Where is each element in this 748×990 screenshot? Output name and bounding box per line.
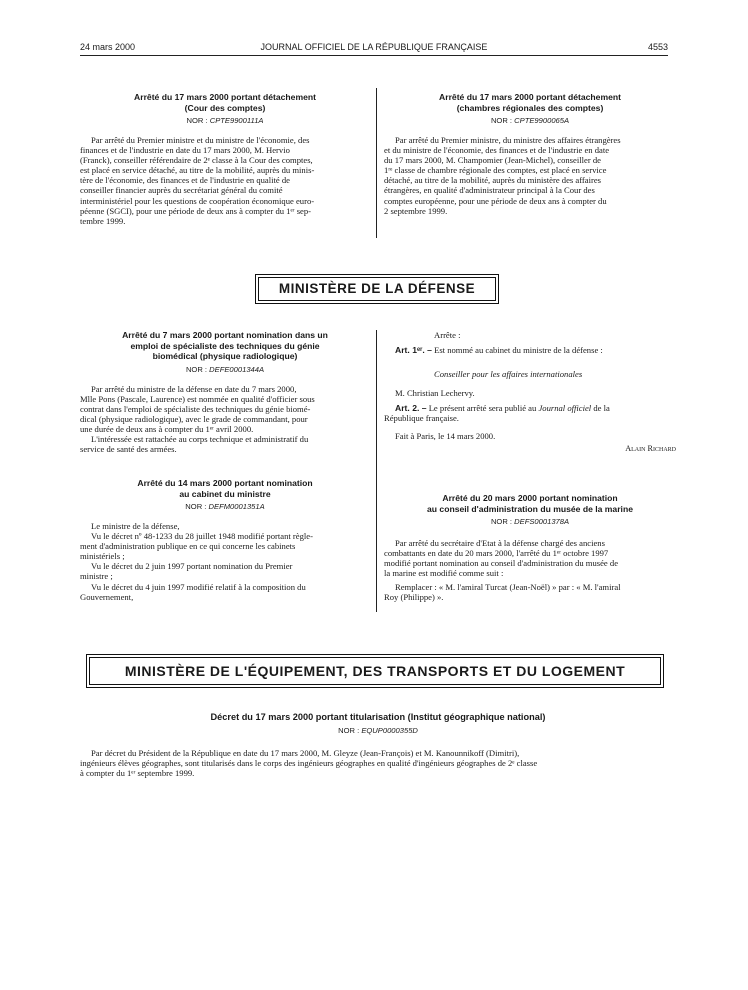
role-title: Conseiller pour les affaires internationales (434, 369, 583, 380)
body-line: Remplacer : « M. l'amiral Turcat (Jean-Noël) » par : « M. l'amiral (395, 582, 621, 593)
body-line: conseiller financier auprès du secrétariat général du comité (80, 185, 283, 196)
article-body (384, 538, 676, 603)
header-date: 24 mars 2000 (80, 42, 136, 52)
article-subtitle: (chambres régionales des comptes) (456, 102, 604, 113)
nor-code: DEFM0001351A (208, 502, 265, 511)
body-line: Vu le décret nº 48-1233 du 28 juillet 1948 modifié portant règle- (91, 531, 313, 542)
arrete-word: Arrête : (434, 330, 461, 340)
page-number: 4553 (647, 42, 668, 52)
article-title-line2: emploi de spécialiste des techniques du génie (130, 340, 320, 351)
body-line: Vu le décret du 4 juin 1997 modifié relatif à la composition du (91, 581, 306, 592)
article-subtitle: au cabinet du ministre (179, 488, 271, 499)
article-title: Arrêté du 7 mars 2000 portant nomination dans un (122, 330, 328, 340)
body-line: ment d'administration publique en ce qui concerne les cabinets (80, 541, 296, 552)
nor-line (384, 517, 676, 526)
article-2 (384, 403, 676, 413)
ministry-equipement-heading: MINISTÈRE DE L'ÉQUIPEMENT, DES TRANSPORTS ET DU LOGEMENT (89, 657, 661, 685)
article-2-label: Art. 2. – (395, 403, 427, 414)
article-2-line2: République française. (384, 413, 459, 424)
header-rule (80, 55, 668, 56)
body-line: finances et de l'industrie en date du 17 mars 2000, M. Hervio (80, 145, 290, 156)
nor-prefix: NOR : (490, 116, 513, 125)
article-1-label: Art. 1ᵉʳ. – (395, 345, 432, 356)
body-line: une durée de deux ans à compter du 1ᵉʳ avril 2000. (80, 423, 254, 434)
article-title: Décret du 17 mars 2000 portant titularisation (Institut géographique national) (210, 712, 546, 722)
body-line: Par décret du Président de la République en date du 17 mars 2000, M. Gleyze (Jean-François) et M. Kanounnikoff (Dimitri), (91, 747, 520, 758)
ministry-defense-heading: MINISTÈRE DE LA DÉFENSE (258, 277, 496, 301)
body-line: est placé en service détaché, au titre de la mobilité, auprès du minis- (80, 165, 315, 176)
article-title: Arrêté du 20 mars 2000 portant nomination (442, 493, 618, 503)
article-title: Arrêté du 17 mars 2000 portant détachement (134, 92, 316, 102)
article-nomination-cabinet (80, 478, 370, 602)
article-title: Arrêté du 14 mars 2000 portant nomination (137, 478, 313, 488)
body-line: Le ministre de la défense, (91, 521, 180, 531)
appointee-name: M. Christian Lechervy. (395, 388, 475, 399)
nor-line (80, 116, 370, 125)
body-line: Roy (Philippe) ». (384, 592, 444, 603)
nor-code: DEFS0001378A (514, 517, 570, 526)
signature: Alain Richard (625, 443, 676, 453)
nor-code: DEFE0001344A (209, 364, 265, 374)
body-line: modifié portant nomination au conseil d'administration du musée de (384, 558, 619, 569)
article-2-text: Le présent arrêté sera publié au (428, 403, 537, 414)
body-line: dical (physique radiologique), avec le grade de commandant, pour (80, 413, 308, 424)
nor-prefix: NOR : (338, 725, 360, 735)
body-line: ministériels ; (80, 551, 125, 562)
body-line: combattants en date du 20 mars 2000, l'arrêté du 1ᵉʳ octobre 1997 (384, 548, 609, 559)
body-line: Par arrêté du secrétaire d'Etat à la défense chargé des anciens (395, 538, 605, 548)
article-1 (384, 345, 676, 355)
body-line: (Franck), conseiller référendaire de 2ᵉ classe à la Cour des comptes, (80, 155, 313, 166)
body-line: service de santé des armées. (80, 444, 177, 455)
article-body (80, 748, 676, 778)
body-line: 1ʳᵉ classe de chambre régionale des comptes, est placé en service (384, 165, 607, 176)
article-body (384, 135, 676, 216)
column-divider (376, 88, 377, 238)
body-line: détaché, au titre de la mobilité, auprès du ministère des affaires (384, 175, 601, 186)
body-line: ingénieurs élèves géographes, sont titularisés dans le corps des ingénieurs géographes en qualité d'ingénieurs géographes de 2ᵉ classe (80, 757, 538, 768)
article-body (80, 135, 370, 226)
nor-code: CPTE9900065A (514, 116, 570, 125)
body-line: L'intéressée est rattachée au corps technique et administratif du (91, 433, 309, 444)
nor-line (80, 726, 676, 735)
article-title: Arrêté du 17 mars 2000 portant détachement (439, 92, 621, 102)
body-line: du 17 mars 2000, M. Champomier (Jean-Michel), conseiller de (384, 155, 601, 166)
article-nomination-genie-biomedical (80, 330, 370, 454)
article-subtitle: (Cour des comptes) (184, 102, 266, 113)
body-line: Mlle Pons (Pascale, Laurence) est nommée en qualité d'officier sous (80, 393, 315, 404)
body-line: Par arrêté du Premier ministre et du ministre de l'économie, des (91, 135, 310, 145)
body-line: contrat dans l'emploi de spécialiste des techniques du génie biomé- (80, 403, 311, 414)
body-line: Gouvernement, (80, 591, 134, 602)
body-line: et du ministre de l'économie, des finances et de l'industrie en date (384, 145, 610, 156)
article-2-text-end: de la (593, 403, 610, 414)
nor-prefix: NOR : (186, 116, 208, 125)
nor-code: CPTE9900111A (209, 116, 264, 125)
body-line: à compter du 1ᵉʳ septembre 1999. (80, 767, 195, 778)
body-line: la marine est modifié comme suit : (384, 568, 504, 579)
article-body (80, 384, 370, 455)
article-chambres-regionales (384, 92, 676, 216)
nor-line (384, 116, 676, 125)
article-arrete-continuation (384, 330, 676, 454)
article-body (80, 521, 370, 602)
body-line: étrangères, en qualité d'administrateur principal à la Cour des (384, 185, 595, 196)
nor-prefix: NOR : (490, 517, 513, 526)
body-line: Par arrêté du ministre de la défense en date du 7 mars 2000, (91, 383, 297, 394)
body-line: Par arrêté du Premier ministre, du ministre des affaires étrangères (395, 135, 621, 145)
article-1-text: Est nommé au cabinet du ministre de la défense : (434, 345, 603, 356)
article-cour-des-comptes (80, 92, 370, 226)
journal-title: JOURNAL OFFICIEL DE LA RÉPUBLIQUE FRANÇAISE (260, 42, 488, 52)
body-line: Vu le décret du 2 juin 1997 portant nomination du Premier (91, 561, 293, 572)
article-musee-marine (384, 493, 676, 603)
column-divider (376, 330, 377, 612)
article-title-line3: biomédical (physique radiologique) (152, 351, 298, 361)
nor-code: EQUP0000355D (361, 725, 418, 735)
body-line: interministériel pour les questions de coopération économique euro- (80, 195, 315, 206)
body-line: 2 septembre 1999. (384, 205, 448, 216)
nor-line (80, 502, 370, 511)
body-line: ministre ; (80, 571, 113, 582)
place-date: Fait à Paris, le 14 mars 2000. (395, 430, 496, 441)
nor-prefix: NOR : (185, 502, 207, 511)
body-line: tère de l'économie, des finances et de l'industrie en qualité de (80, 175, 290, 186)
decret-titularisation-ign (80, 712, 676, 778)
nor-prefix: NOR : (185, 364, 208, 374)
nor-line (80, 365, 370, 374)
journal-officiel-ref: Journal officiel (538, 403, 592, 414)
body-line: tembre 1999. (80, 215, 126, 226)
body-line: péenne (SGCI), pour une période de deux ans à compter du 1ᵉʳ sep- (80, 205, 312, 216)
article-subtitle: au conseil d'administration du musée de la marine (427, 503, 633, 514)
body-line: comptes européenne, pour une période de deux ans à compter du (384, 195, 607, 206)
